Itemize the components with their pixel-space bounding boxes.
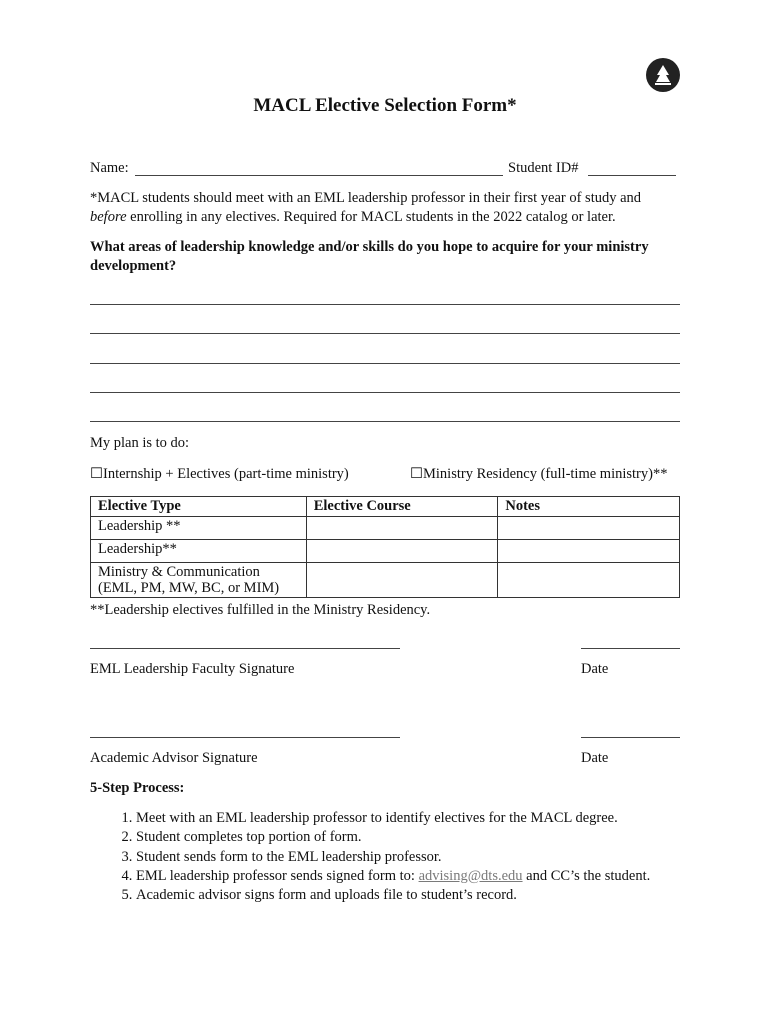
step-text: EML leadership professor sends signed form to: (136, 867, 419, 884)
elective-course-cell[interactable] (306, 540, 498, 563)
plan-label: My plan is to do: (90, 435, 190, 451)
requirement-note-line1: *MACL students should meet with an EML leadership professor in their first year of study and (90, 190, 642, 206)
faculty-date-line[interactable] (581, 648, 680, 649)
steps-list (90, 809, 710, 905)
form-title: MACL Elective Selection Form* (253, 95, 517, 116)
elective-type-line: (EML, PM, MW, BC, or MIM) (98, 580, 280, 596)
answer-line[interactable] (90, 392, 680, 393)
student-id-field[interactable] (588, 175, 676, 176)
advisor-date-line[interactable] (581, 737, 680, 738)
advising-email-link[interactable]: advising@dts.edu (418, 867, 523, 884)
elective-type-cell: Leadership ** (91, 517, 307, 540)
header-elective-course: Elective Course (306, 497, 498, 517)
elective-type-line: Ministry & Communication (98, 564, 260, 580)
answer-line[interactable] (90, 421, 680, 422)
table-footnote: **Leadership electives fulfilled in the Ministry Residency. (90, 602, 431, 618)
table-row (91, 563, 680, 598)
requirement-note-rest: enrolling in any electives. Required for MACL students in the 2022 catalog or later. (126, 209, 616, 225)
internship-option[interactable] (90, 466, 349, 483)
faculty-date-label: Date (581, 661, 609, 677)
process-steps (90, 809, 710, 905)
table-row (91, 517, 680, 540)
answer-line[interactable] (90, 333, 680, 334)
advisor-date-label: Date (581, 750, 609, 766)
list-item: 5. Academic advisor signs form and uploads file to student’s record. (136, 886, 710, 905)
name-label: Name: (90, 160, 129, 176)
list-item: 2. Student completes top portion of form. (136, 828, 710, 847)
residency-option[interactable] (410, 466, 667, 483)
question-line2: development? (90, 258, 177, 274)
internship-checkbox[interactable]: ☐ (90, 466, 103, 482)
elective-type-cell: Leadership** (91, 540, 307, 563)
student-id-label: Student ID# (508, 160, 579, 176)
list-item (136, 867, 710, 886)
requirement-note-line2 (90, 209, 616, 226)
header-notes: Notes (498, 497, 680, 517)
notes-cell[interactable] (498, 540, 680, 563)
elective-course-cell[interactable] (306, 517, 498, 540)
answer-line[interactable] (90, 304, 680, 305)
elective-course-cell[interactable] (306, 563, 498, 598)
notes-cell[interactable] (498, 563, 680, 598)
table-header-row (91, 497, 680, 517)
answer-line[interactable] (90, 363, 680, 364)
elective-type-cell (91, 563, 307, 598)
elective-table (90, 496, 680, 598)
step-text: and CC’s the student. (522, 867, 651, 884)
question-line1: What areas of leadership knowledge and/or skills do you hope to acquire for your ministry (90, 239, 649, 255)
internship-option-label: Internship + Electives (part-time ministry) (103, 466, 349, 482)
list-item: 3. Student sends form to the EML leadership professor. (136, 848, 710, 867)
residency-option-label: Ministry Residency (full-time ministry)** (423, 466, 668, 482)
notes-cell[interactable] (498, 517, 680, 540)
table-row (91, 540, 680, 563)
name-field[interactable] (135, 175, 503, 176)
before-emphasis: before (90, 209, 127, 225)
advisor-signature-label: Academic Advisor Signature (90, 750, 258, 766)
faculty-signature-line[interactable] (90, 648, 400, 649)
residency-checkbox[interactable]: ☐ (410, 466, 423, 482)
faculty-signature-label: EML Leadership Faculty Signature (90, 661, 295, 677)
advisor-signature-line[interactable] (90, 737, 400, 738)
seminary-logo-icon (646, 58, 680, 92)
process-title: 5-Step Process: (90, 780, 185, 796)
list-item: 1. Meet with an EML leadership professor to identify electives for the MACL degree. (136, 809, 710, 828)
header-elective-type: Elective Type (91, 497, 307, 517)
